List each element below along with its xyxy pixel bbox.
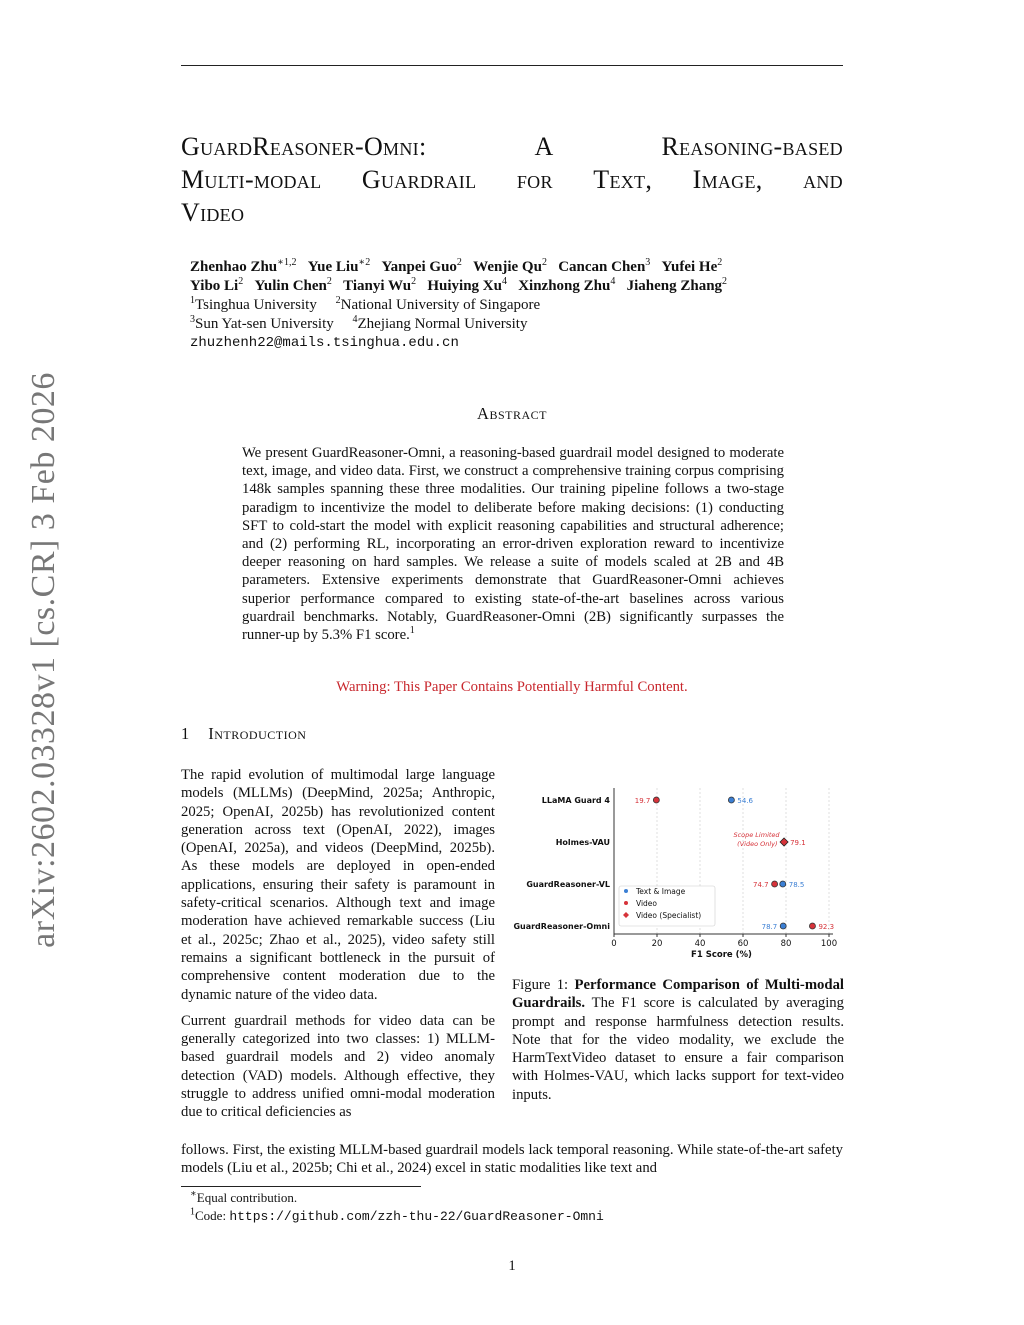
legend [619,886,715,926]
x-axis [611,788,837,960]
annotation-text: (Video Only) [737,840,778,848]
data-label: 78.5 [788,881,805,889]
author-affil: 2 [238,276,244,287]
data-point-diamond [780,838,788,846]
arxiv-identifier: arXiv:2602.03328v1 [cs.CR] 3 Feb 2026 [25,372,62,948]
caption-text: The F1 score is calculated by averaging prompt and response harmfulness detection results. Note that for the video modality, we exclude the HarmTextVideo dataset to ensure a fair comparison with Holmes-VAU, which lacks support for text-video inputs. [512,995,844,1103]
author-name: Jiaheng Zhang [626,278,723,294]
data-point [780,881,786,887]
data-label: 78.7 [761,923,778,931]
data-label: 79.1 [790,839,806,847]
category-label: GuardReasoner-VL [526,880,610,889]
caption-label: Figure 1: [512,977,569,993]
author-affil: ∗2 [358,257,371,268]
x-axis-title: F1 Score (%) [691,950,752,960]
legend-label: Video [636,899,658,908]
author-affil: 2 [722,276,728,287]
title-word: Image, [692,165,763,194]
affiliation: Sun Yat-sen University [195,316,334,332]
data-label: 19.7 [634,797,651,805]
title-word: and [803,165,843,194]
author-name: Yue Liu [307,259,359,275]
author-affil: 2 [456,257,462,268]
data-point [809,923,815,929]
footnote-equal [190,1189,604,1207]
author-affil: 4 [501,276,507,287]
legend-label: Text & Image [636,887,686,896]
author-block [190,258,850,353]
legend-marker [624,901,628,905]
data-point [653,797,659,803]
figure-1-chart [512,784,844,960]
abstract-heading: Abstract [477,404,547,423]
x-tick-label: 20 [651,939,663,949]
author-affil: 2 [326,276,332,287]
intro-column [181,766,495,1130]
author-row [190,277,850,296]
affiliation: Tsinghua University [195,297,317,313]
paper-title [181,130,843,229]
footnote-code [190,1207,604,1226]
author-affil: 3 [645,257,651,268]
author-email[interactable]: zhuzhenh22@mails.tsinghua.edu.cn [190,335,459,351]
author-affil: 2 [411,276,417,287]
author-affil: 4 [610,276,616,287]
data-label: 74.7 [753,881,769,889]
code-link[interactable]: https://github.com/zzh-thu-22/GuardReasoner-Omni [229,1209,604,1224]
category-label: GuardReasoner-Omni [513,922,610,931]
footnote-rule [181,1186,421,1187]
author-name: Wenjie Qu [473,259,542,275]
author-name: Cancan Chen [558,259,646,275]
header-rule [181,65,843,66]
author-name: Tianyi Wu [343,278,412,294]
annotation [733,831,780,848]
x-tick-label: 0 [611,939,617,949]
x-tick-label: 80 [780,939,792,949]
author-name: Zhenhao Zhu [190,259,278,275]
y-axis-labels [513,796,610,931]
paragraph: Current guardrail methods for video data can be generally categorized into two classes: 1) MLLM-based guardrail models and 2) video anomaly detection (VAD) models. Although effective, they struggle to address unified omni-modal moderation due to critical deficiencies as [181,1012,495,1121]
affil-mark: 3 [190,314,195,325]
footnote-text: Code: [195,1208,230,1223]
x-tick-label: 100 [820,939,838,949]
author-name: Xinzhong Zhu [518,278,611,294]
title-word: for [516,165,553,194]
data-label: 92.3 [818,923,835,931]
author-name: Huiying Xu [427,278,502,294]
title-word: GuardReasoner-Omni: [181,132,427,161]
category-label: LLaMA Guard 4 [541,796,610,805]
data-label: 54.6 [737,797,753,805]
content-warning: Warning: This Paper Contains Potentially Harmful Content. [336,679,688,695]
section-heading [181,724,306,744]
affil-mark: 1 [190,295,195,306]
footnote-text: Equal contribution. [196,1190,298,1205]
affil-mark: 4 [352,314,358,325]
author-affil: 2 [541,257,547,268]
title-word: Text, [593,165,653,194]
legend-label: Video (Specialist) [636,911,702,920]
section-title: Introduction [208,724,307,743]
author-row [190,258,850,277]
title-word: Reasoning-based [661,132,843,161]
abstract-text [242,444,784,644]
data-point [728,797,734,803]
data-point [772,881,778,887]
abstract-body: We present GuardReasoner-Omni, a reasoning-based guardrail model designed to moderate text, image, and video data. First, we construct a comprehensive training corpus comprising 148k samples spanning these three modalities. Our training pipeline follows a two-stage paradigm to incentivize the model to deliberate before making decisions: (1) conducting SFT to cold-start the model with explicit reasoning capabilities and structural adherence; and (2) performing RL, incorporating an error-driven exploration reward to incentivize deeper reasoning on hard samples. We release a suite of models scaled at 2B and 4B parameters. Extensive experiments demonstrate that GuardReasoner-Omni achieves superior performance compared to existing state-of-the-art baselines across various guardrail benchmarks. Notably, GuardReasoner-Omni (2B) significantly surpasses the runner-up by 5.3% F1 score. [242,445,784,644]
title-word: Guardrail [361,165,477,194]
title-word: Video [181,198,245,227]
page-number: 1 [508,1258,516,1274]
annotation-text: Scope Limited [733,831,780,839]
author-name: Yulin Chen [254,278,327,294]
title-word: A [534,132,554,161]
affiliation: National University of Singapore [340,297,541,313]
affil-mark: 2 [335,295,341,306]
caption-title: Performance Comparison of Multi-modal Guardrails. [512,977,844,1012]
footnote-mark: 1 [190,1206,195,1218]
paragraph: follows. First, the existing MLLM-based guardrail models lack temporal reasoning. While state-of-the-art safety models (Liu et al., 2025b; Chi et al., 2024) excel in static modalities like text and [181,1142,843,1177]
affiliation-row [190,296,850,315]
author-name: Yanpei Guo [381,259,457,275]
x-tick-label: 60 [737,939,749,949]
affiliation: Zhejiang Normal University [357,316,528,332]
author-affil: ∗1,2 [277,257,297,268]
x-tick-label: 40 [694,939,706,949]
footnote-mark[interactable]: 1 [409,625,415,637]
paragraph: The rapid evolution of multimodal large language models (MLLMs) (DeepMind, 2025a; Anthropic, 2025; OpenAI, 2025b) has revolutionized content generation across text (OpenAI, 2022), images (OpenAI, 2025a), and videos (DeepMind, 2025b). As these models are deployed in open-ended applications, ensuring their safety is paramount in safety-critical scenarios. Although text and image moderation have achieved remarkable success (Liu et al., 2025c; Zhao et al., 2025), video safety still remains a significant bottleneck in the pursuit of comprehensive content moderation due to the dynamic nature of the video data. [181,767,495,1003]
author-name: Yibo Li [190,278,239,294]
author-name: Yufei He [661,259,718,275]
author-affil: 2 [717,257,723,268]
affiliation-row [190,315,850,334]
section-number: 1 [181,724,190,743]
title-word: Multi-modal [181,165,322,194]
legend-marker [624,889,628,893]
footnote-mark: ∗ [190,1188,197,1200]
data-point [780,923,786,929]
category-label: Holmes-VAU [555,838,610,847]
figure-caption [512,976,844,1104]
footnotes [190,1189,604,1226]
